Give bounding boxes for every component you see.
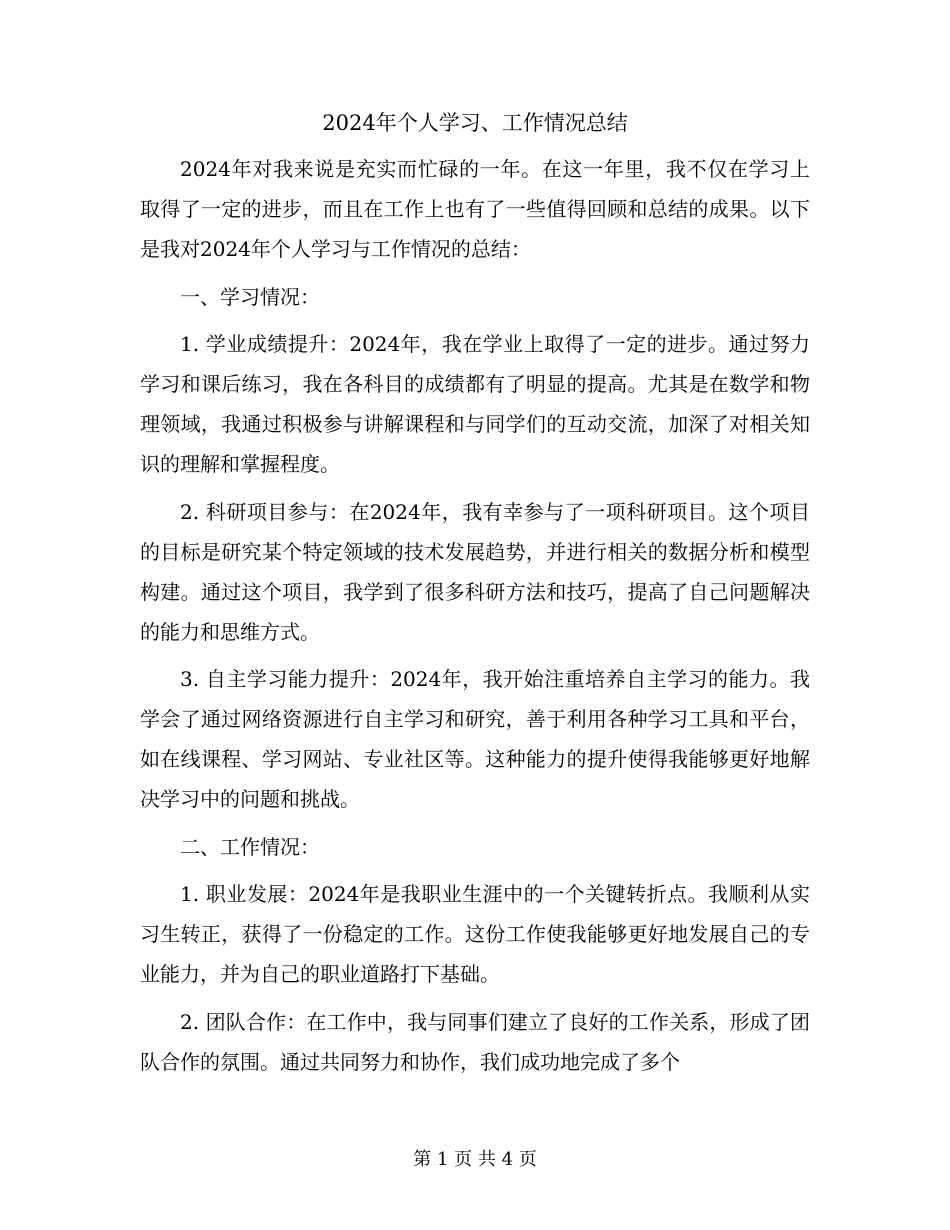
study-item-3: 3. 自主学习能力提升：2024年，我开始注重培养自主学习的能力。我学会了通过网络资源进行自主学习和研究，善于利用各种学习工具和平台，如在线课程、学习网站、专业社区等。这种能力的提升使得我能够更好地解决学习中的问题和挑战。 (140, 667, 810, 811)
section-heading-work: 二、工作情况： (180, 834, 320, 859)
study-item-1: 1. 学业成绩提升：2024年，我在学业上取得了一定的进步。通过努力学习和课后练习，我在各科目的成绩都有了明显的提高。尤其是在数学和物理领域，我通过积极参与讲解课程和与同学们的互动交流，加深了对相关知识的理解和掌握程度。 (140, 332, 810, 476)
work-item-1: 1. 职业发展：2024年是我职业生涯中的一个关键转折点。我顺利从实习生转正，获得了一份稳定的工作。这份工作使我能够更好地发展自己的专业能力，并为自己的职业道路打下基础。 (140, 882, 810, 986)
work-item-2: 2. 团队合作：在工作中，我与同事们建立了良好的工作关系，形成了团队合作的氛围。通过共同努力和协作，我们成功地完成了多个 (140, 1009, 810, 1074)
section-heading-study: 一、学习情况： (180, 284, 320, 309)
document-title: 2024年个人学习、工作情况总结 (322, 111, 628, 135)
study-item-2: 2. 科研项目参与：在2024年，我有幸参与了一项科研项目。这个项目的目标是研究某个特定领域的技术发展趋势，并进行相关的数据分析和模型构建。通过这个项目，我学到了很多科研方法和技巧，提高了自己问题解决的能力和思维方式。 (140, 499, 810, 644)
document-body (140, 149, 810, 1089)
intro-paragraph: 2024年对我来说是充实而忙碌的一年。在这一年里，我不仅在学习上取得了一定的进步，而且在工作上也有了一些值得回顾和总结的成果。以下是我对2024年个人学习与工作情况的总结： (140, 157, 810, 261)
page-footer: 第 1 页 共 4 页 (413, 1149, 537, 1170)
